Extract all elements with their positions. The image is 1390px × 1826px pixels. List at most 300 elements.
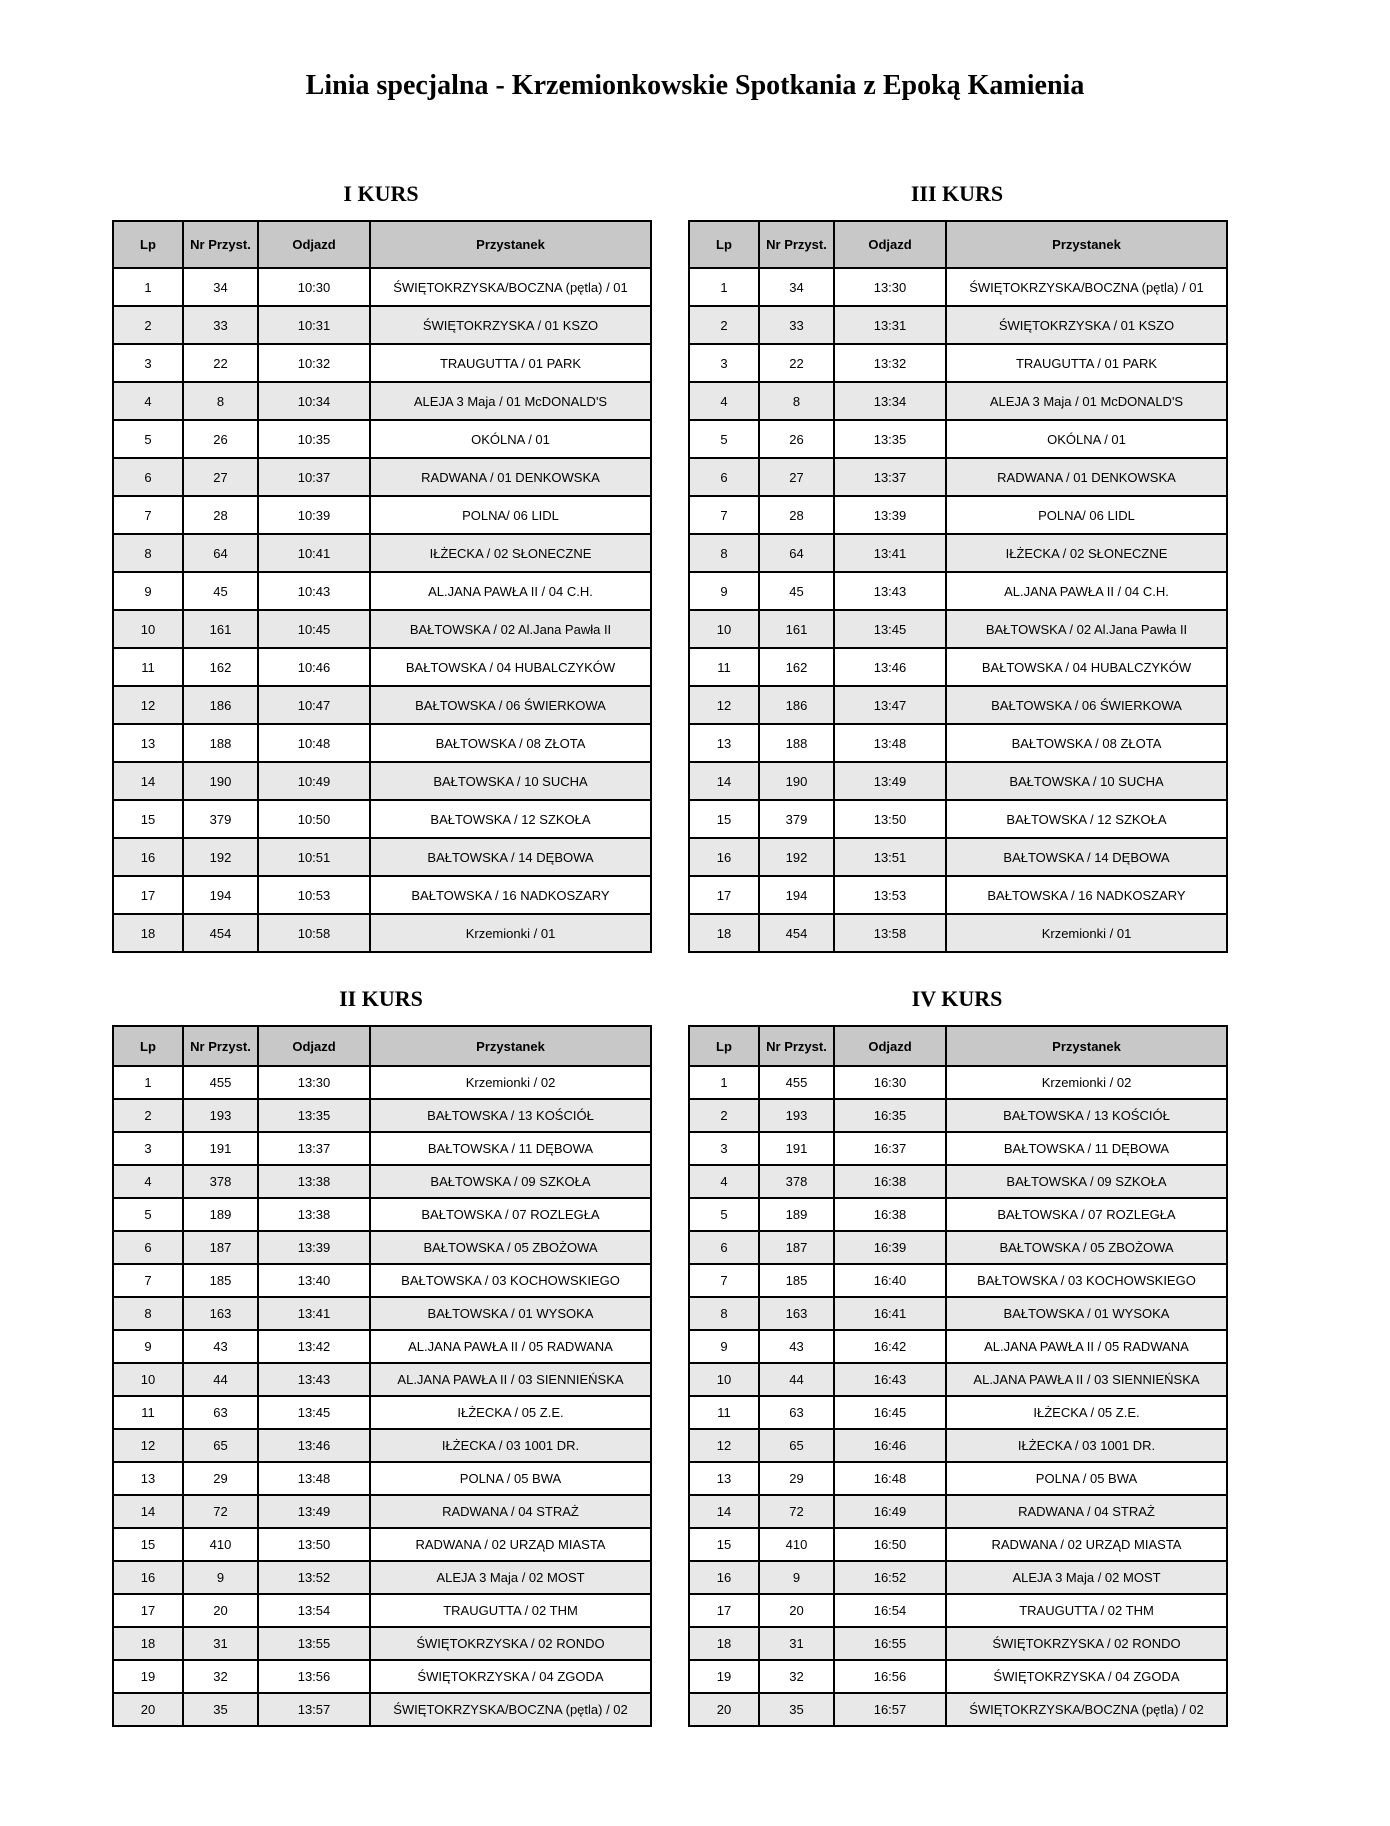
stop-name-cell: BAŁTOWSKA / 16 NADKOSZARY xyxy=(370,876,651,914)
lp-cell: 10 xyxy=(689,1363,759,1396)
table-row xyxy=(113,762,651,800)
stop-number-cell: 63 xyxy=(759,1396,834,1429)
lp-cell: 17 xyxy=(689,1594,759,1627)
lp-cell: 15 xyxy=(689,800,759,838)
lp-cell: 18 xyxy=(113,914,183,952)
lp-cell: 17 xyxy=(113,876,183,914)
stop-number-cell: 454 xyxy=(183,914,258,952)
stop-number-cell: 33 xyxy=(183,306,258,344)
departure-time-cell: 13:56 xyxy=(258,1660,370,1693)
timetable xyxy=(112,1025,652,1727)
departure-time-cell: 13:30 xyxy=(834,268,946,306)
stop-name-cell: POLNA / 05 BWA xyxy=(946,1462,1227,1495)
stop-name-cell: TRAUGUTTA / 02 THM xyxy=(370,1594,651,1627)
departure-time-cell: 10:43 xyxy=(258,572,370,610)
stop-number-cell: 27 xyxy=(759,458,834,496)
lp-cell: 16 xyxy=(689,838,759,876)
departure-time-cell: 10:41 xyxy=(258,534,370,572)
stop-number-cell: 20 xyxy=(759,1594,834,1627)
departure-time-cell: 10:31 xyxy=(258,306,370,344)
stop-name-cell: TRAUGUTTA / 01 PARK xyxy=(370,344,651,382)
section-title: II KURS xyxy=(339,986,423,1011)
stop-number-cell: 34 xyxy=(759,268,834,306)
departure-time-cell: 16:56 xyxy=(834,1660,946,1693)
lp-cell: 12 xyxy=(113,1429,183,1462)
stop-number-cell: 72 xyxy=(183,1495,258,1528)
departure-time-cell: 13:45 xyxy=(258,1396,370,1429)
departure-time-cell: 10:47 xyxy=(258,686,370,724)
stop-number-cell: 410 xyxy=(759,1528,834,1561)
col-header-odjazd: Odjazd xyxy=(834,221,946,268)
departure-time-cell: 13:30 xyxy=(258,1066,370,1099)
departure-time-cell: 16:37 xyxy=(834,1132,946,1165)
table-row xyxy=(113,724,651,762)
timetable-section-kurs-4 xyxy=(688,985,1226,1727)
stop-name-cell: POLNA / 05 BWA xyxy=(370,1462,651,1495)
lp-cell: 10 xyxy=(113,1363,183,1396)
col-header-lp: Lp xyxy=(689,1026,759,1066)
departure-time-cell: 16:41 xyxy=(834,1297,946,1330)
stop-number-cell: 161 xyxy=(183,610,258,648)
stop-name-cell: RADWANA / 02 URZĄD MIASTA xyxy=(946,1528,1227,1561)
lp-cell: 8 xyxy=(113,534,183,572)
departure-time-cell: 13:46 xyxy=(258,1429,370,1462)
stop-name-cell: ŚWIĘTOKRZYSKA / 01 KSZO xyxy=(946,306,1227,344)
stop-name-cell: IŁŻECKA / 05 Z.E. xyxy=(370,1396,651,1429)
table-row xyxy=(689,1396,1227,1429)
stop-name-cell: ALEJA 3 Maja / 01 McDONALD'S xyxy=(946,382,1227,420)
stop-name-cell: ŚWIĘTOKRZYSKA/BOCZNA (pętla) / 02 xyxy=(946,1693,1227,1726)
lp-cell: 18 xyxy=(113,1627,183,1660)
table-row xyxy=(689,876,1227,914)
stop-number-cell: 187 xyxy=(759,1231,834,1264)
lp-cell: 5 xyxy=(689,420,759,458)
stop-number-cell: 45 xyxy=(759,572,834,610)
table-row xyxy=(689,344,1227,382)
stop-name-cell: IŁŻECKA / 03 1001 DR. xyxy=(370,1429,651,1462)
col-header-przystanek: Przystanek xyxy=(946,221,1227,268)
table-row xyxy=(113,496,651,534)
lp-cell: 9 xyxy=(113,1330,183,1363)
departure-time-cell: 10:45 xyxy=(258,610,370,648)
stop-name-cell: TRAUGUTTA / 02 THM xyxy=(946,1594,1227,1627)
stop-number-cell: 33 xyxy=(759,306,834,344)
departure-time-cell: 16:38 xyxy=(834,1165,946,1198)
departure-time-cell: 13:50 xyxy=(834,800,946,838)
col-header-lp: Lp xyxy=(113,1026,183,1066)
table-row xyxy=(113,1297,651,1330)
table-row xyxy=(113,1561,651,1594)
lp-cell: 2 xyxy=(689,1099,759,1132)
departure-time-cell: 13:43 xyxy=(258,1363,370,1396)
lp-cell: 14 xyxy=(113,1495,183,1528)
departure-time-cell: 10:34 xyxy=(258,382,370,420)
table-row xyxy=(689,1231,1227,1264)
departure-time-cell: 13:50 xyxy=(258,1528,370,1561)
stop-name-cell: ŚWIĘTOKRZYSKA / 02 RONDO xyxy=(370,1627,651,1660)
lp-cell: 15 xyxy=(113,800,183,838)
lp-cell: 12 xyxy=(689,1429,759,1462)
stop-name-cell: BAŁTOWSKA / 12 SZKOŁA xyxy=(370,800,651,838)
lp-cell: 5 xyxy=(113,1198,183,1231)
lp-cell: 1 xyxy=(689,268,759,306)
table-row xyxy=(113,838,651,876)
timetable xyxy=(112,220,652,953)
table-row xyxy=(689,1561,1227,1594)
table-row xyxy=(689,1264,1227,1297)
departure-time-cell: 16:45 xyxy=(834,1396,946,1429)
table-row xyxy=(113,800,651,838)
departure-time-cell: 13:48 xyxy=(258,1462,370,1495)
stop-number-cell: 162 xyxy=(759,648,834,686)
departure-time-cell: 13:48 xyxy=(834,724,946,762)
departure-time-cell: 16:54 xyxy=(834,1594,946,1627)
stop-number-cell: 455 xyxy=(759,1066,834,1099)
stop-name-cell: AL.JANA PAWŁA II / 04 C.H. xyxy=(370,572,651,610)
lp-cell: 12 xyxy=(113,686,183,724)
stop-number-cell: 22 xyxy=(183,344,258,382)
departure-time-cell: 13:35 xyxy=(834,420,946,458)
stop-name-cell: ŚWIĘTOKRZYSKA/BOCZNA (pętla) / 02 xyxy=(370,1693,651,1726)
table-row xyxy=(113,534,651,572)
table-row xyxy=(689,1495,1227,1528)
departure-time-cell: 13:58 xyxy=(834,914,946,952)
stop-number-cell: 35 xyxy=(759,1693,834,1726)
table-row xyxy=(689,268,1227,306)
departure-time-cell: 16:52 xyxy=(834,1561,946,1594)
table-row xyxy=(689,800,1227,838)
stop-number-cell: 188 xyxy=(759,724,834,762)
timetable-section-kurs-3 xyxy=(688,180,1226,953)
table-row xyxy=(113,610,651,648)
table-row xyxy=(689,838,1227,876)
departure-time-cell: 16:43 xyxy=(834,1363,946,1396)
header-row xyxy=(113,1026,651,1066)
table-row xyxy=(689,1693,1227,1726)
stop-name-cell: Krzemionki / 02 xyxy=(946,1066,1227,1099)
lp-cell: 16 xyxy=(689,1561,759,1594)
stop-name-cell: IŁŻECKA / 03 1001 DR. xyxy=(946,1429,1227,1462)
stop-number-cell: 378 xyxy=(759,1165,834,1198)
table-row xyxy=(689,1132,1227,1165)
stop-number-cell: 9 xyxy=(183,1561,258,1594)
departure-time-cell: 13:34 xyxy=(834,382,946,420)
stop-name-cell: BAŁTOWSKA / 12 SZKOŁA xyxy=(946,800,1227,838)
stop-name-cell: AL.JANA PAWŁA II / 03 SIENNIEŃSKA xyxy=(370,1363,651,1396)
table-row xyxy=(113,1627,651,1660)
lp-cell: 18 xyxy=(689,914,759,952)
departure-time-cell: 10:46 xyxy=(258,648,370,686)
stop-number-cell: 194 xyxy=(759,876,834,914)
table-row xyxy=(113,306,651,344)
stop-name-cell: RADWANA / 04 STRAŻ xyxy=(370,1495,651,1528)
stop-name-cell: BAŁTOWSKA / 05 ZBOŻOWA xyxy=(370,1231,651,1264)
departure-time-cell: 16:30 xyxy=(834,1066,946,1099)
table-row xyxy=(113,914,651,952)
table-row xyxy=(689,496,1227,534)
table-row xyxy=(689,306,1227,344)
lp-cell: 13 xyxy=(113,724,183,762)
table-row xyxy=(113,344,651,382)
stop-number-cell: 22 xyxy=(759,344,834,382)
col-header-przystanek: Przystanek xyxy=(370,221,651,268)
header-row xyxy=(689,1026,1227,1066)
lp-cell: 13 xyxy=(689,1462,759,1495)
section-title: III KURS xyxy=(910,181,1004,206)
departure-time-cell: 13:39 xyxy=(258,1231,370,1264)
stop-number-cell: 454 xyxy=(759,914,834,952)
lp-cell: 10 xyxy=(113,610,183,648)
stop-number-cell: 163 xyxy=(759,1297,834,1330)
departure-time-cell: 13:42 xyxy=(258,1330,370,1363)
lp-cell: 2 xyxy=(113,1099,183,1132)
table-row xyxy=(689,572,1227,610)
stop-number-cell: 43 xyxy=(183,1330,258,1363)
table-row xyxy=(689,382,1227,420)
stop-number-cell: 20 xyxy=(183,1594,258,1627)
lp-cell: 13 xyxy=(689,724,759,762)
table-row xyxy=(689,1165,1227,1198)
stop-name-cell: ŚWIĘTOKRZYSKA/BOCZNA (pętla) / 01 xyxy=(946,268,1227,306)
lp-cell: 9 xyxy=(113,572,183,610)
stop-name-cell: BAŁTOWSKA / 02 Al.Jana Pawła II xyxy=(370,610,651,648)
table-row xyxy=(113,382,651,420)
table-row xyxy=(113,572,651,610)
lp-cell: 4 xyxy=(113,382,183,420)
table-row xyxy=(689,724,1227,762)
col-header-lp: Lp xyxy=(113,221,183,268)
departure-time-cell: 13:57 xyxy=(258,1693,370,1726)
col-header-przystanek: Przystanek xyxy=(946,1026,1227,1066)
stop-name-cell: BAŁTOWSKA / 02 Al.Jana Pawła II xyxy=(946,610,1227,648)
table-row xyxy=(113,1528,651,1561)
stop-name-cell: ŚWIĘTOKRZYSKA / 01 KSZO xyxy=(370,306,651,344)
stop-number-cell: 192 xyxy=(183,838,258,876)
departure-time-cell: 16:42 xyxy=(834,1330,946,1363)
lp-cell: 3 xyxy=(689,344,759,382)
stop-name-cell: BAŁTOWSKA / 10 SUCHA xyxy=(946,762,1227,800)
lp-cell: 12 xyxy=(689,686,759,724)
lp-cell: 1 xyxy=(689,1066,759,1099)
stop-name-cell: AL.JANA PAWŁA II / 05 RADWANA xyxy=(946,1330,1227,1363)
departure-time-cell: 13:41 xyxy=(258,1297,370,1330)
timetable-section-kurs-2 xyxy=(112,985,650,1727)
departure-time-cell: 13:49 xyxy=(258,1495,370,1528)
stop-name-cell: Krzemionki / 01 xyxy=(370,914,651,952)
stop-number-cell: 72 xyxy=(759,1495,834,1528)
timetable-section-kurs-1 xyxy=(112,180,650,953)
table-row xyxy=(113,1099,651,1132)
lp-cell: 11 xyxy=(689,648,759,686)
stop-name-cell: BAŁTOWSKA / 06 ŚWIERKOWA xyxy=(370,686,651,724)
stop-name-cell: IŁŻECKA / 05 Z.E. xyxy=(946,1396,1227,1429)
stop-number-cell: 193 xyxy=(759,1099,834,1132)
lp-cell: 18 xyxy=(689,1627,759,1660)
stop-name-cell: POLNA/ 06 LIDL xyxy=(370,496,651,534)
stop-number-cell: 32 xyxy=(759,1660,834,1693)
col-header-nr: Nr Przyst. xyxy=(759,1026,834,1066)
departure-time-cell: 13:51 xyxy=(834,838,946,876)
stop-number-cell: 44 xyxy=(759,1363,834,1396)
lp-cell: 17 xyxy=(689,876,759,914)
lp-cell: 3 xyxy=(689,1132,759,1165)
table-row xyxy=(113,686,651,724)
stop-number-cell: 191 xyxy=(183,1132,258,1165)
departure-time-cell: 10:39 xyxy=(258,496,370,534)
table-row xyxy=(113,1660,651,1693)
departure-time-cell: 13:49 xyxy=(834,762,946,800)
stop-number-cell: 193 xyxy=(183,1099,258,1132)
lp-cell: 4 xyxy=(689,1165,759,1198)
table-row xyxy=(689,1363,1227,1396)
stop-number-cell: 65 xyxy=(183,1429,258,1462)
departure-time-cell: 13:47 xyxy=(834,686,946,724)
lp-cell: 11 xyxy=(113,1396,183,1429)
lp-cell: 16 xyxy=(113,838,183,876)
stop-name-cell: BAŁTOWSKA / 05 ZBOŻOWA xyxy=(946,1231,1227,1264)
departure-time-cell: 13:43 xyxy=(834,572,946,610)
departure-time-cell: 16:57 xyxy=(834,1693,946,1726)
table-row xyxy=(113,420,651,458)
lp-cell: 6 xyxy=(689,1231,759,1264)
lp-cell: 8 xyxy=(689,534,759,572)
stop-number-cell: 410 xyxy=(183,1528,258,1561)
stop-number-cell: 29 xyxy=(759,1462,834,1495)
lp-cell: 19 xyxy=(689,1660,759,1693)
lp-cell: 14 xyxy=(689,1495,759,1528)
stop-name-cell: BAŁTOWSKA / 14 DĘBOWA xyxy=(946,838,1227,876)
timetable xyxy=(688,1025,1228,1727)
stop-number-cell: 45 xyxy=(183,572,258,610)
stop-name-cell: BAŁTOWSKA / 04 HUBALCZYKÓW xyxy=(370,648,651,686)
lp-cell: 3 xyxy=(113,1132,183,1165)
stop-number-cell: 194 xyxy=(183,876,258,914)
table-row xyxy=(689,1297,1227,1330)
stop-number-cell: 378 xyxy=(183,1165,258,1198)
table-row xyxy=(689,1627,1227,1660)
departure-time-cell: 10:51 xyxy=(258,838,370,876)
lp-cell: 17 xyxy=(113,1594,183,1627)
departure-time-cell: 10:58 xyxy=(258,914,370,952)
lp-cell: 14 xyxy=(689,762,759,800)
lp-cell: 2 xyxy=(113,306,183,344)
stop-number-cell: 27 xyxy=(183,458,258,496)
table-row xyxy=(113,1132,651,1165)
lp-cell: 5 xyxy=(113,420,183,458)
stop-number-cell: 28 xyxy=(759,496,834,534)
lp-cell: 7 xyxy=(113,496,183,534)
departure-time-cell: 13:38 xyxy=(258,1198,370,1231)
stop-number-cell: 189 xyxy=(183,1198,258,1231)
col-header-nr: Nr Przyst. xyxy=(759,221,834,268)
lp-cell: 8 xyxy=(113,1297,183,1330)
stop-name-cell: ALEJA 3 Maja / 01 McDONALD'S xyxy=(370,382,651,420)
table-row xyxy=(689,420,1227,458)
departure-time-cell: 13:39 xyxy=(834,496,946,534)
lp-cell: 7 xyxy=(689,496,759,534)
departure-time-cell: 10:37 xyxy=(258,458,370,496)
table-row xyxy=(689,1594,1227,1627)
stop-number-cell: 161 xyxy=(759,610,834,648)
table-row xyxy=(689,610,1227,648)
lp-cell: 15 xyxy=(113,1528,183,1561)
table-row xyxy=(689,458,1227,496)
table-row xyxy=(113,1198,651,1231)
stop-name-cell: IŁŻECKA / 02 SŁONECZNE xyxy=(370,534,651,572)
table-row xyxy=(689,1099,1227,1132)
stop-name-cell: BAŁTOWSKA / 11 DĘBOWA xyxy=(946,1132,1227,1165)
table-row xyxy=(113,1231,651,1264)
table-row xyxy=(689,1660,1227,1693)
stop-number-cell: 32 xyxy=(183,1660,258,1693)
stop-name-cell: BAŁTOWSKA / 14 DĘBOWA xyxy=(370,838,651,876)
stop-name-cell: BAŁTOWSKA / 07 ROZLEGŁA xyxy=(946,1198,1227,1231)
departure-time-cell: 16:46 xyxy=(834,1429,946,1462)
table-row xyxy=(689,762,1227,800)
stop-name-cell: RADWANA / 01 DENKOWSKA xyxy=(370,458,651,496)
table-row xyxy=(689,534,1227,572)
stop-name-cell: BAŁTOWSKA / 03 KOCHOWSKIEGO xyxy=(370,1264,651,1297)
departure-time-cell: 13:45 xyxy=(834,610,946,648)
table-row xyxy=(689,1066,1227,1099)
departure-time-cell: 10:35 xyxy=(258,420,370,458)
stop-number-cell: 44 xyxy=(183,1363,258,1396)
table-row xyxy=(113,1165,651,1198)
departure-time-cell: 16:38 xyxy=(834,1198,946,1231)
col-header-nr: Nr Przyst. xyxy=(183,1026,258,1066)
table-row xyxy=(113,648,651,686)
col-header-nr: Nr Przyst. xyxy=(183,221,258,268)
stop-name-cell: BAŁTOWSKA / 09 SZKOŁA xyxy=(370,1165,651,1198)
departure-time-cell: 10:48 xyxy=(258,724,370,762)
stop-number-cell: 28 xyxy=(183,496,258,534)
departure-time-cell: 16:39 xyxy=(834,1231,946,1264)
table-row xyxy=(113,1594,651,1627)
header-row xyxy=(689,221,1227,268)
departure-time-cell: 13:40 xyxy=(258,1264,370,1297)
stop-name-cell: POLNA/ 06 LIDL xyxy=(946,496,1227,534)
departure-time-cell: 13:53 xyxy=(834,876,946,914)
table-row xyxy=(113,458,651,496)
table-row xyxy=(113,268,651,306)
table-row xyxy=(113,1693,651,1726)
lp-cell: 14 xyxy=(113,762,183,800)
departure-time-cell: 13:54 xyxy=(258,1594,370,1627)
departure-time-cell: 13:52 xyxy=(258,1561,370,1594)
stop-number-cell: 8 xyxy=(183,382,258,420)
stop-number-cell: 455 xyxy=(183,1066,258,1099)
page-title: Linia specjalna - Krzemionkowskie Spotkania z Epoką Kamienia xyxy=(305,70,1085,101)
stop-name-cell: BAŁTOWSKA / 01 WYSOKA xyxy=(370,1297,651,1330)
stop-name-cell: RADWANA / 01 DENKOWSKA xyxy=(946,458,1227,496)
stop-name-cell: BAŁTOWSKA / 16 NADKOSZARY xyxy=(946,876,1227,914)
stop-name-cell: BAŁTOWSKA / 10 SUCHA xyxy=(370,762,651,800)
departure-time-cell: 13:41 xyxy=(834,534,946,572)
stop-number-cell: 190 xyxy=(183,762,258,800)
lp-cell: 20 xyxy=(689,1693,759,1726)
section-title: I KURS xyxy=(343,181,419,206)
stop-name-cell: BAŁTOWSKA / 04 HUBALCZYKÓW xyxy=(946,648,1227,686)
stop-number-cell: 9 xyxy=(759,1561,834,1594)
stop-number-cell: 8 xyxy=(759,382,834,420)
departure-time-cell: 13:38 xyxy=(258,1165,370,1198)
col-header-przystanek: Przystanek xyxy=(370,1026,651,1066)
stop-number-cell: 64 xyxy=(759,534,834,572)
lp-cell: 7 xyxy=(113,1264,183,1297)
stop-name-cell: ŚWIĘTOKRZYSKA / 02 RONDO xyxy=(946,1627,1227,1660)
table-row xyxy=(689,914,1227,952)
stop-name-cell: ALEJA 3 Maja / 02 MOST xyxy=(946,1561,1227,1594)
